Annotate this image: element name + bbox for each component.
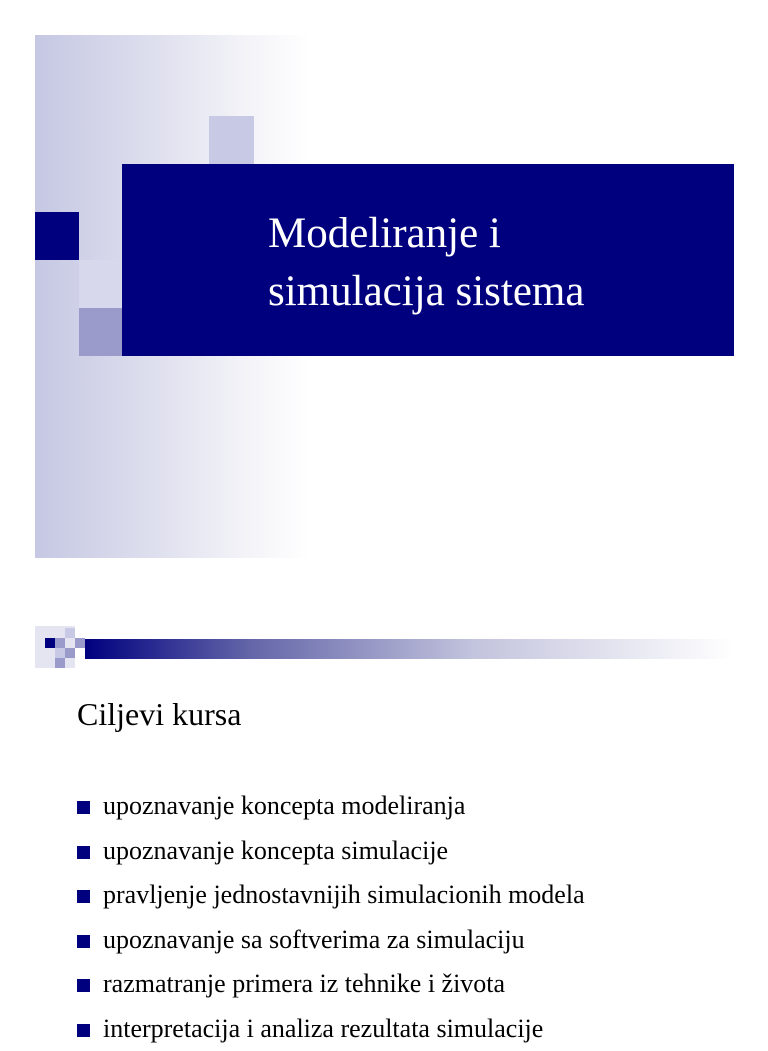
decor-mini-square — [75, 638, 85, 648]
content-slide — [35, 626, 734, 1024]
decor-square — [79, 308, 122, 356]
square-bullet-icon — [77, 1024, 90, 1037]
title-line-2: simulacija sistema — [268, 268, 584, 315]
decor-mini-square — [55, 658, 65, 668]
square-bullet-icon — [77, 935, 90, 948]
list-item-text: upoznavanje koncepta modeliranja — [103, 791, 465, 820]
list-item — [77, 873, 585, 918]
title-slide — [35, 35, 734, 558]
decor-mini-square — [55, 648, 65, 658]
decor-mini-square — [55, 638, 65, 648]
goals-list — [77, 784, 585, 1051]
square-bullet-icon — [77, 846, 90, 859]
decor-mini-square — [65, 628, 75, 638]
square-bullet-icon — [77, 801, 90, 814]
list-item — [77, 1007, 585, 1051]
slide-title — [268, 205, 718, 321]
list-item — [77, 918, 585, 963]
decor-mini-square — [65, 648, 75, 658]
square-bullet-icon — [77, 979, 90, 992]
list-item-text: upoznavanje sa softverima za simulaciju — [103, 925, 525, 954]
list-item-text: pravljenje jednostavnijih simulacionih modela — [103, 880, 585, 909]
list-item-text: upoznavanje koncepta simulacije — [103, 836, 448, 865]
decor-mini-square — [45, 638, 55, 648]
list-item-text: razmatranje primera iz tehnike i života — [103, 969, 505, 998]
list-item-text: interpretacija i analiza rezultata simulacije — [103, 1014, 543, 1043]
list-item — [77, 962, 585, 1007]
slide-heading: Ciljevi kursa — [77, 696, 241, 733]
decor-square — [35, 212, 79, 260]
header-gradient-bar — [85, 639, 734, 659]
square-bullet-icon — [77, 890, 90, 903]
decor-square — [79, 260, 122, 308]
decor-square — [209, 116, 254, 164]
title-line-1: Modeliranje i — [268, 210, 501, 257]
list-item — [77, 829, 585, 874]
list-item — [77, 784, 585, 829]
